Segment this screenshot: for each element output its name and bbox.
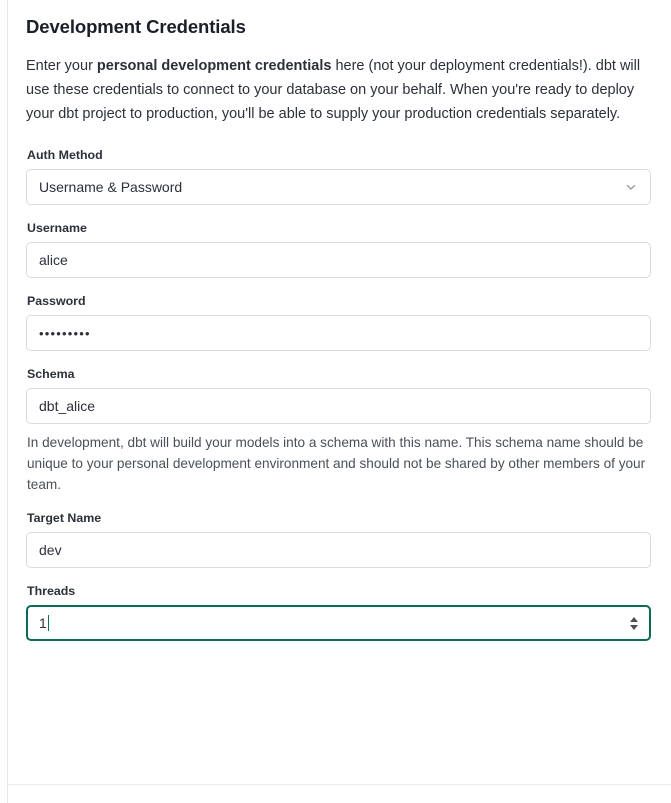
target-name-input[interactable] — [26, 532, 651, 568]
field-schema — [26, 367, 652, 495]
password-value: ••••••••• — [39, 325, 91, 341]
number-stepper-icon[interactable] — [629, 615, 639, 631]
schema-input[interactable] — [26, 388, 651, 424]
field-username — [26, 221, 652, 278]
intro-paragraph — [26, 54, 652, 126]
schema-label: Schema — [27, 367, 75, 381]
threads-input[interactable] — [26, 605, 651, 641]
intro-text-before: Enter your — [26, 58, 97, 74]
schema-value: dbt_alice — [39, 398, 96, 414]
field-password — [26, 294, 652, 351]
password-input[interactable] — [26, 315, 651, 351]
left-edge-rail — [0, 0, 8, 803]
intro-text-after: here (not your deployment credentials!). dbt will use these credentials to connect to your database on your behalf. When you're ready to deploy your dbt project to production, you'll be able to supply your production credentials separately. — [26, 58, 641, 122]
password-label: Password — [27, 294, 86, 308]
field-threads — [26, 584, 652, 641]
text-caret — [48, 615, 49, 631]
target-name-label: Target Name — [27, 511, 102, 525]
username-value: alice — [39, 252, 68, 268]
threads-label: Threads — [27, 584, 76, 598]
auth-method-label: Auth Method — [27, 148, 103, 162]
field-target-name — [26, 511, 652, 568]
page-title: Development Credentials — [26, 16, 246, 37]
intro-text-bold: personal development credentials — [96, 58, 332, 74]
field-auth-method — [26, 148, 652, 205]
threads-value: 1 — [39, 615, 47, 631]
auth-method-value: Username & Password — [39, 179, 183, 195]
chevron-down-icon — [624, 180, 638, 194]
stepper-up-arrow[interactable] — [630, 617, 638, 622]
credentials-form — [8, 0, 671, 803]
username-label: Username — [27, 221, 87, 235]
stepper-down-arrow[interactable] — [630, 625, 638, 630]
schema-help-text: In development, dbt will build your models into a schema with this name. This schema name should be unique to your personal development environment and should not be shared by other members of your team. — [27, 435, 646, 492]
bottom-divider — [8, 784, 671, 785]
auth-method-select[interactable] — [26, 169, 651, 205]
username-input[interactable] — [26, 242, 651, 278]
target-name-value: dev — [39, 542, 62, 558]
